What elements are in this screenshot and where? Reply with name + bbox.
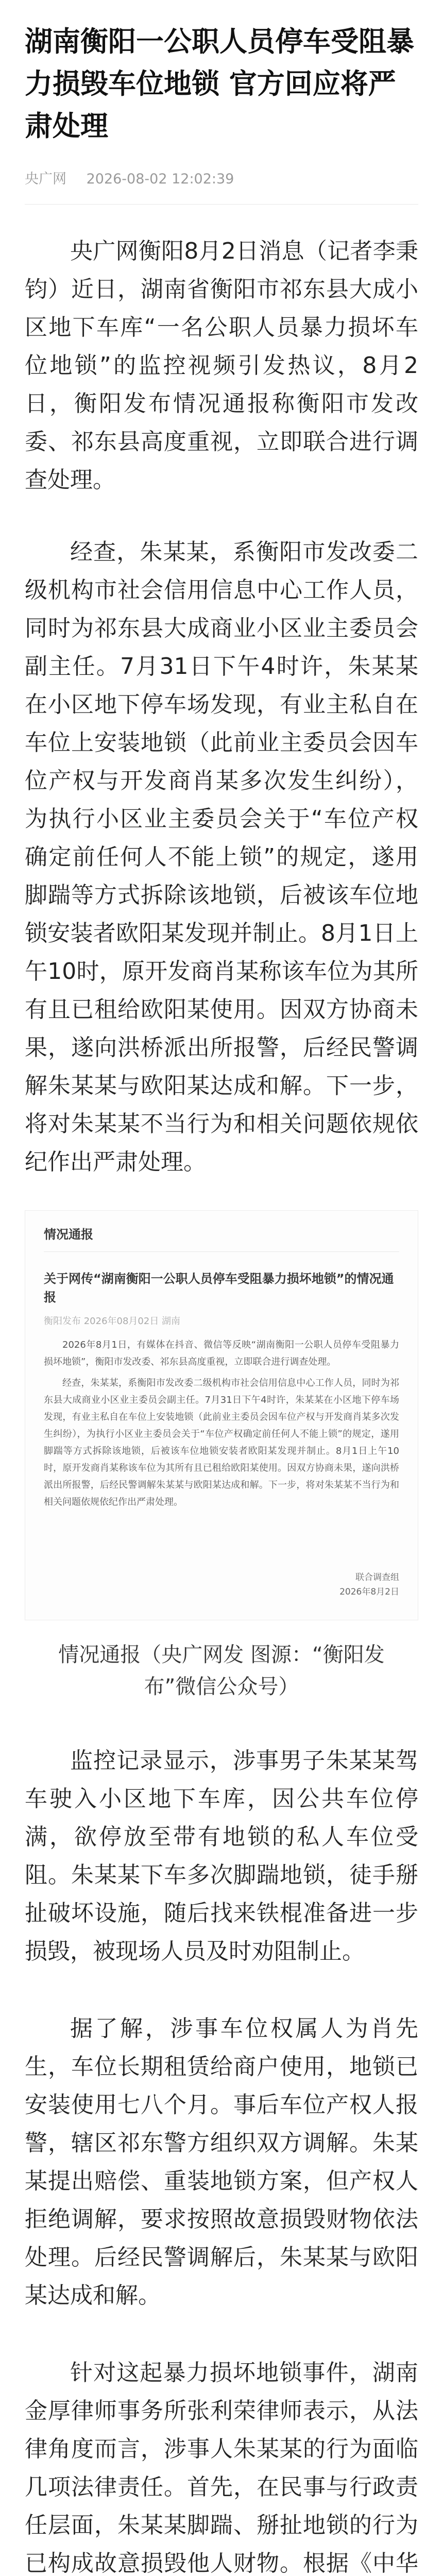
article-paragraph: 经查，朱某某，系衡阳市发改委二级机构市社会信用信息中心工作人员，同时为祁东县大成商业小区业主委员会副主任。7月31日下午4时许，朱某某在小区地下停车场发现，有业主私自在车位上安装地锁（此前业主委员会因车位产权与开发商肖某多次发生纠纷），为执行小区业主委员会关于“车位产权确定前任何人不能上锁”的规定，遂用脚踹等方式拆除该地锁，后被该车位地锁安装者欧阳某发现并制止。8月1日上午10时，原开发商肖某称该车位为其所有且已租给欧阳某使用。因双方协商未果，遂向洪桥派出所报警，后经民警调解朱某某与欧阳某达成和解。下一步，将对朱某某不当行为和相关问题依规依纪作出严肃处理。	[25, 539, 418, 1175]
article-datetime: 2026-08-02 12:02:39	[86, 171, 234, 187]
article-meta	[25, 169, 418, 190]
header-divider	[25, 204, 418, 205]
notice-title: 关于网传“湖南衡阳一公职人员停车受阻暴力损坏地锁”的情况通报	[44, 1272, 394, 1304]
article-paragraph: 央广网衡阳8月2日消息（记者李秉钧）近日，湖南省衡阳市祁东县大成小区地下车库“一名公职人员暴力损坏车位地锁”的监控视频引发热议，8月2日，衡阳发布情况通报称衡阳市发改委、祁东县高度重视，立即联合进行调查处理。	[25, 238, 418, 493]
article-paragraph: 据了解，涉事车位权属人为肖先生，车位长期租赁给商户使用，地锁已安装使用七八个月。事后车位产权人报警，辖区祁东警方组织双方调解。朱某某提出赔偿、重装地锁方案，但产权人拒绝调解，要求按照故意损毁财物依法处理。后经民警调解后，朱某某与欧阳某达成和解。	[25, 2015, 418, 2309]
notice-signature	[339, 1570, 399, 1599]
article-paragraph: 针对这起暴力损坏地锁事件，湖南金厚律师事务所张利荣律师表示，从法律角度而言，涉事人朱某某的行为面临几项法律责任。首先，在民事与行政责任层面，朱某某脚踹、掰扯地锁的行为已构成故意损毁他人财物。根据《中华	[25, 2360, 418, 2576]
notice-header: 情况通报	[44, 1227, 93, 1242]
notice-meta: 衡阳发布 2026年08月02日 湖南	[44, 1316, 181, 1327]
notice-sign-org: 联合调查组	[355, 1572, 399, 1583]
article-source[interactable]: 央广网	[25, 171, 66, 187]
notice-sign-date: 2026年8月2日	[339, 1587, 399, 1597]
notice-body-paragraph: 经查，朱某某，系衡阳市发改委二级机构市社会信用信息中心工作人员，同时为祁东县大成商业小区业主委员会副主任。7月31日下午4时许，朱某某在小区地下停车场发现，有业主私自在车位上安装地锁（此前业主委员会因车位产权与开发商肖某多次发生纠纷），为执行小区业主委员会关于“车位产权确定前任何人不能上锁”的规定，遂用脚踹等方式拆除该地锁，后被该车位地锁安装者欧阳某发现并制止。8月1日上午10时，原开发商肖某称该车位为其所有且已租给欧阳某使用。因双方协商未果，遂向洪桥派出所报警，后经民警调解朱某某与欧阳某达成和解。下一步，将对朱某某不当行为和相关问题依规依纪作出严肃处理。	[44, 1378, 399, 1507]
article-paragraph: 监控记录显示，涉事男子朱某某驾车驶入小区地下车库，因公共车位停满，欲停放至带有地锁的私人车位受阻。朱某某下车多次脚踹地锁，徒手掰扯破坏设施，随后找来铁棍准备进一步损毁，被现场人员及时劝阻制止。	[25, 1748, 418, 1964]
article-title: 湖南衡阳一公职人员停车受阻暴力损毁车位地锁 官方回应将严肃处理	[25, 25, 414, 142]
image-caption: 情况通报（央广网发 图源：“衡阳发布”微信公众号）	[58, 1643, 385, 1699]
notice-divider	[44, 1251, 399, 1252]
notice-image[interactable]	[25, 1210, 418, 1620]
notice-body-paragraph: 2026年8月1日，有媒体在抖音、微信等反映“湖南衡阳一公职人员停车受阻暴力损坏地锁”，衡阳市发改委、祁东县高度重视，立即联合进行调查处理。	[44, 1340, 399, 1367]
